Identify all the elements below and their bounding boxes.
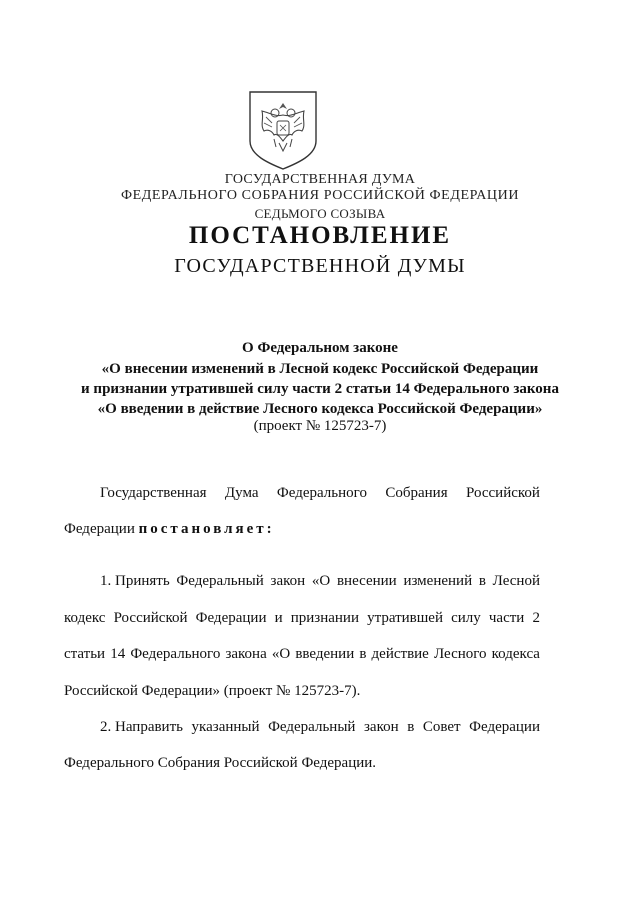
word: Лесной: [492, 573, 540, 589]
state-emblem-icon: [246, 89, 320, 171]
intro-word: Федерального: [276, 485, 367, 501]
word: Федерации: [195, 610, 267, 626]
word: статьи: [64, 646, 106, 662]
word: закон: [270, 573, 306, 589]
intro-line-1: [100, 485, 540, 502]
header-line-1: ГОСУДАРСТВЕННАЯ ДУМА: [224, 172, 416, 187]
project-number: (проект № 125723-7): [253, 418, 387, 434]
word: 2: [532, 610, 540, 626]
about-line-1: О Федеральном законе: [242, 340, 398, 356]
word: силу: [451, 610, 481, 626]
word: кодекса: [491, 646, 540, 662]
item2-line-2: Федерального Собрания Российской Федерации.: [64, 755, 377, 771]
word: в: [478, 573, 486, 589]
item1-line-1: [100, 573, 540, 590]
item2-line-1: [100, 719, 540, 736]
about-line-2: «О внесении изменений в Лесной кодекс Российской Федерации: [101, 361, 539, 377]
word: 1. Принять: [100, 573, 170, 589]
word: 14: [110, 646, 126, 662]
about-line-3: и признании утратившей силу части 2 статьи 14 Федерального закона: [81, 381, 559, 397]
intro-word: Собрания: [385, 485, 448, 501]
intro-prefix: Федерации: [64, 521, 139, 537]
word: Федерального: [130, 646, 221, 662]
word: Федерации: [469, 719, 540, 735]
header-line-3: СЕДЬМОГО СОЗЫВА: [254, 206, 386, 221]
word: изменений: [403, 573, 473, 589]
item1-line-4: Российской Федерации» (проект № 125723-7).: [64, 683, 361, 699]
word: в: [407, 719, 415, 735]
word: «О: [311, 573, 331, 589]
word: внесении: [336, 573, 397, 589]
word: признании: [290, 610, 359, 626]
item1-line-2: [64, 610, 540, 627]
word: «О: [271, 646, 291, 662]
word: действие: [371, 646, 429, 662]
word: и: [274, 610, 283, 626]
word: закона: [225, 646, 267, 662]
word: части: [488, 610, 525, 626]
item1-line-3: [64, 646, 540, 663]
intro-word: Российской: [466, 485, 540, 501]
about-line-4: «О введении в действие Лесного кодекса Российской Федерации»: [97, 401, 543, 417]
header-line-2: ФЕДЕРАЛЬНОГО СОБРАНИЯ РОССИЙСКОЙ ФЕДЕРАЦИИ: [120, 188, 520, 203]
word: указанный: [191, 719, 260, 735]
word: закон: [364, 719, 399, 735]
intro-word: Дума: [224, 485, 259, 501]
word: Федеральный: [268, 719, 356, 735]
word: кодекс: [64, 610, 106, 626]
intro-word: Государственная: [100, 485, 207, 501]
word: Совет: [422, 719, 461, 735]
document-title: ПОСТАНОВЛЕНИЕ: [188, 222, 452, 249]
document-subtitle: ГОСУДАРСТВЕННОЙ ДУМЫ: [174, 255, 466, 277]
word: 2. Направить: [100, 719, 183, 735]
word: введении: [295, 646, 355, 662]
word: Российской: [113, 610, 188, 626]
word: в: [359, 646, 367, 662]
word: Лесного: [433, 646, 487, 662]
word: утратившей: [367, 610, 443, 626]
resolves-verb: постановляет:: [138, 521, 275, 537]
intro-line-2: [64, 521, 540, 538]
word: Федеральный: [176, 573, 264, 589]
